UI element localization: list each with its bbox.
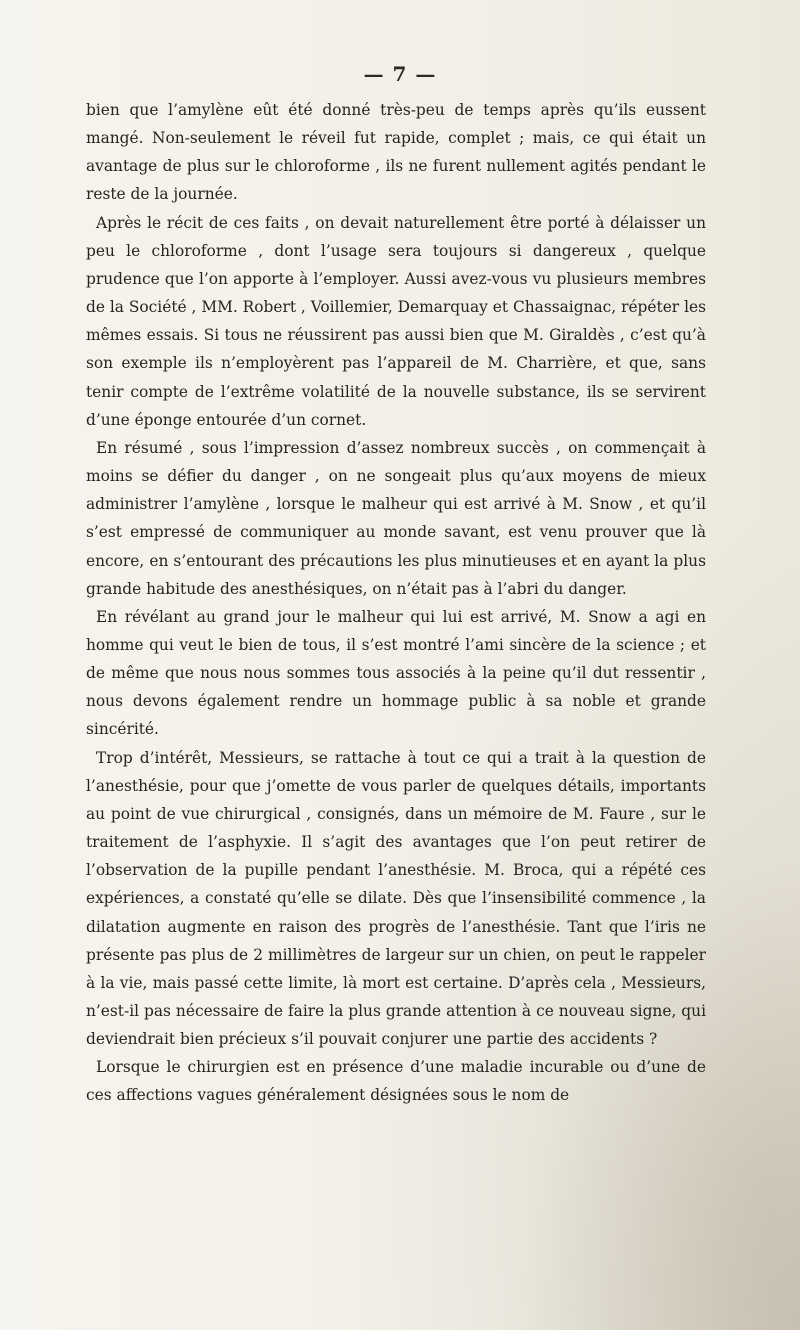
paragraph-5: Trop d’intérêt, Messieurs, se rattache à tout ce qui a trait à la question de l’anesthésie, pour que j’omette de vous parler de quelques détails, importants au point de vue chirurgical , consignés, dans un mémoire de M. Faure , sur le traitement de l’asphyxie. Il s’agit des avantages que l’on peut retirer de l’observation de la pupille pendant l’anesthésie. M. Broca, qui a répété ces expériences, a constaté qu’elle se dilate. Dès que l’insensibilité commence , la dilatation augmente en raison des progrès de l’anesthésie. Tant que l’iris ne présente pas plus de 2 millimètres de largeur sur un chien, on peut le rappeler à la vie, mais passé cette limite, là mort est certaine. D’après cela , Messieurs, n’est-il pas nécessaire de faire la plus grande attention à ce nouveau signe, qui deviendrait bien précieux s’il pouvait conjurer une partie des accidents ? bbox=[86, 748, 706, 1049]
page-number: — 7 — bbox=[363, 62, 437, 86]
paragraph-4: En révélant au grand jour le malheur qui lui est arrivé, M. Snow a agi en homme qui veut le bien de tous, il s’est montré l’ami sincère de la science ; et de même que nous nous sommes tous associés à la peine qu’il dut ressentir , nous devons également rendre un hommage public à sa noble et grande sincérité. bbox=[86, 607, 706, 739]
paragraph-2: Après le récit de ces faits , on devait naturellement être porté à délaisser un peu le chloroforme , dont l’usage sera toujours si dangereux , quelque prudence que l’on apporte à l’employer. Aussi avez-vous vu plusieurs membres de la Société , MM. Robert , Voillemier, Demarquay et Chassaignac, répéter les mêmes essais. Si tous ne réussirent pas aussi bien que M. Giraldès , c’est qu’à son exemple ils n’employèrent pas l’appareil de M. Charrière, et que, sans tenir compte de l’extrême volatilité de la nouvelle substance, ils se servirent d’une éponge entourée d’un cornet. bbox=[86, 213, 706, 429]
paragraph-6: Lorsque le chirurgien est en présence d’une maladie incurable ou d’une de ces affections vagues généralement désignées sous le nom de bbox=[86, 1058, 706, 1105]
paragraph-3: En résumé , sous l’impression d’assez nombreux succès , on commençait à moins se défier du danger , on ne songeait plus qu’aux moyens de mieux administrer l’amylène , lorsque le malheur qui est arrivé à M. Snow , et qu’il s’est empressé de communiquer au monde savant, est venu prouver que là encore, en s’entourant des précautions les plus minutieuses et en ayant la plus grande habitude des anesthésiques, on n’était pas à l’abri du danger. bbox=[86, 438, 706, 598]
body-text bbox=[86, 96, 706, 1110]
paragraph-1: bien que l’amylène eût été donné très-peu de temps après qu’ils eussent mangé. Non-seulement le réveil fut rapide, complet ; mais, ce qui était un avantage de plus sur le chloroforme , ils ne furent nullement agités pendant le reste de la journée. bbox=[86, 101, 706, 204]
